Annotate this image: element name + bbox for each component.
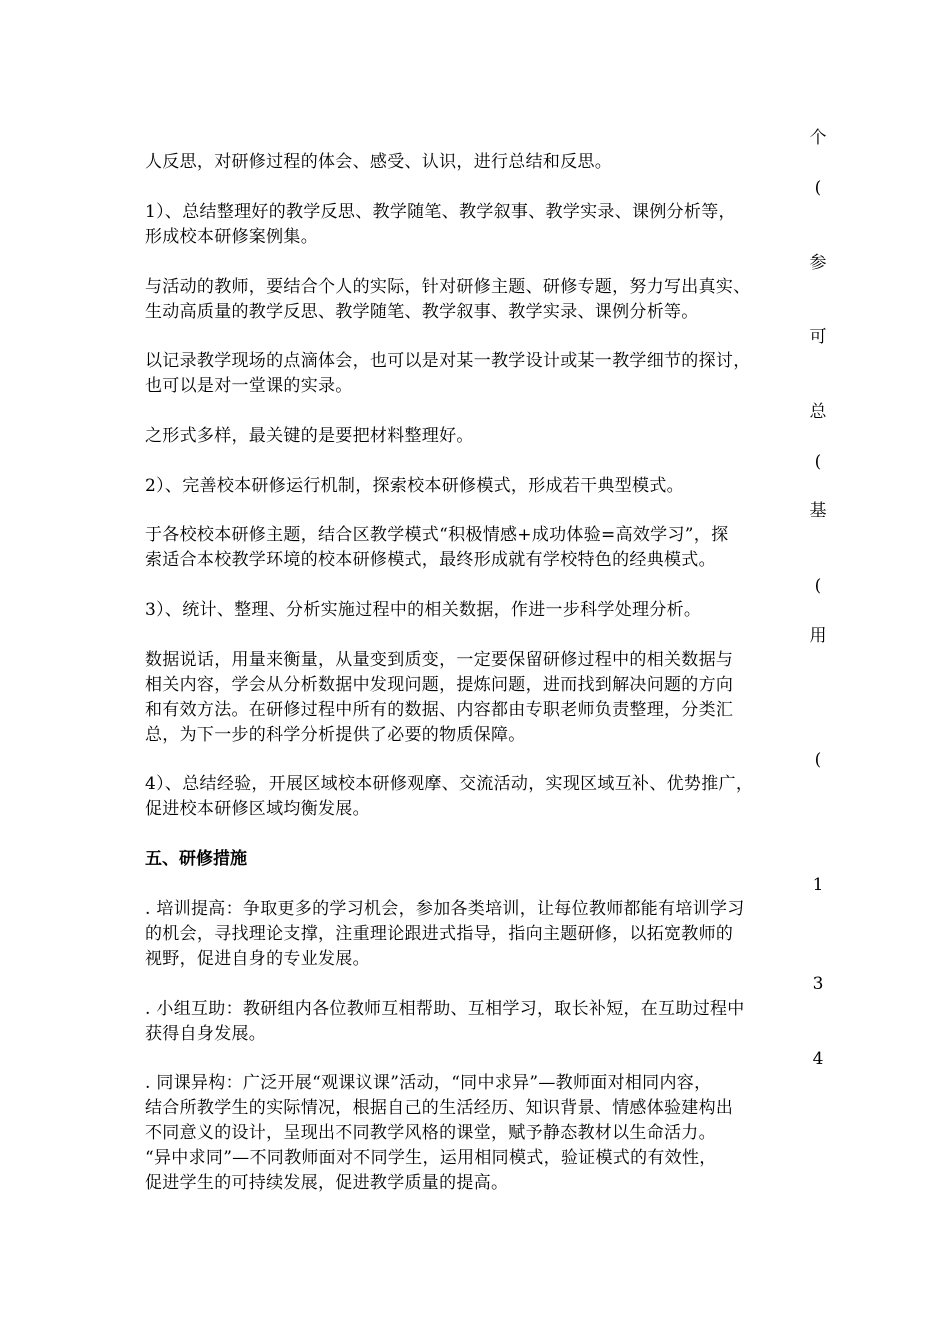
text-line: . 培训提高：争取更多的学习机会，参加各类培训，让每位教师都能有培训学习 — [145, 899, 745, 919]
text-line: 和有效方法。在研修过程中所有的数据、内容都由专职老师负责整理，分类汇 — [145, 700, 734, 720]
text-line: “异中求同”—不同教师面对不同学生，运用相同模式，验证模式的有效性， — [145, 1148, 717, 1168]
margin-mark: 基 — [809, 501, 827, 521]
section-heading: 五、研修措施 — [145, 849, 247, 869]
text-line: 形成校本研修案例集。 — [145, 227, 318, 247]
text-line: 以记录教学现场的点滴体会，也可以是对某一教学设计或某一教学细节的探讨， — [145, 351, 751, 371]
text-line: 于各校校本研修主题，结合区教学模式“积极情感+成功体验=高效学习”，探 — [145, 525, 729, 545]
text-line: 结合所教学生的实际情况，根据自己的生活经历、知识背景、情感体验建构出 — [145, 1098, 734, 1118]
margin-mark: ( — [814, 576, 822, 596]
text-line: 之形式多样，最关键的是要把材料整理好。 — [145, 426, 474, 446]
text-line: 2）、完善校本研修运行机制，探索校本研修模式，形成若干典型模式。 — [145, 476, 684, 496]
text-line: . 同课异构：广泛开展“观课议课”活动，“同中求异”—教师面对相同内容， — [145, 1073, 712, 1093]
margin-mark: 参 — [809, 253, 827, 273]
text-line: 人反思，对研修过程的体会、感受、认识，进行总结和反思。 — [145, 152, 613, 172]
text-line: 总，为下一步的科学分析提供了必要的物质保障。 — [145, 725, 526, 745]
margin-mark: 1 — [812, 875, 824, 895]
margin-mark: 总 — [809, 402, 827, 422]
text-line: 也可以是对一堂课的实录。 — [145, 376, 353, 396]
text-line: 索适合本校教学环境的校本研修模式，最终形成就有学校特色的经典模式。 — [145, 550, 716, 570]
margin-mark: 用 — [809, 626, 827, 646]
text-line: 生动高质量的教学反思、教学随笔、教学叙事、教学实录、课例分析等。 — [145, 302, 699, 322]
text-line: 与活动的教师，要结合个人的实际，针对研修主题、研修专题，努力写出真实、 — [145, 277, 751, 297]
text-line: 数据说话，用量来衡量，从量变到质变，一定要保留研修过程中的相关数据与 — [145, 650, 734, 670]
text-line: 4）、总结经验，开展区域校本研修观摩、交流活动，实现区域互补、优势推广， — [145, 774, 754, 794]
text-line: 视野，促进自身的专业发展。 — [145, 949, 370, 969]
text-line: 1）、总结整理好的教学反思、教学随笔、教学叙事、教学实录、课例分析等， — [145, 202, 736, 222]
text-line: 获得自身发展。 — [145, 1024, 267, 1044]
margin-mark: 可 — [809, 327, 827, 347]
text-line: 3）、统计、整理、分析实施过程中的相关数据，作进一步科学处理分析。 — [145, 600, 702, 620]
margin-mark: 3 — [812, 974, 824, 994]
text-line: 促进学生的可持续发展，促进教学质量的提高。 — [145, 1173, 509, 1193]
margin-mark: 4 — [812, 1049, 824, 1069]
margin-mark: 个 — [809, 128, 827, 148]
text-line: 的机会，寻找理论支撑，注重理论跟进式指导，指向主题研修，以拓宽教师的 — [145, 924, 734, 944]
margin-mark: ( — [814, 178, 822, 198]
text-line: 相关内容，学会从分析数据中发现问题，提炼问题，进而找到解决问题的方向 — [145, 675, 734, 695]
text-line: . 小组互助：教研组内各位教师互相帮助、互相学习，取长补短，在互助过程中 — [145, 999, 745, 1019]
margin-mark: ( — [814, 452, 822, 472]
margin-mark: ( — [814, 750, 822, 770]
text-line: 促进校本研修区域均衡发展。 — [145, 799, 370, 819]
text-line: 不同意义的设计，呈现出不同教学风格的课堂，赋予静态教材以生命活力。 — [145, 1123, 716, 1143]
